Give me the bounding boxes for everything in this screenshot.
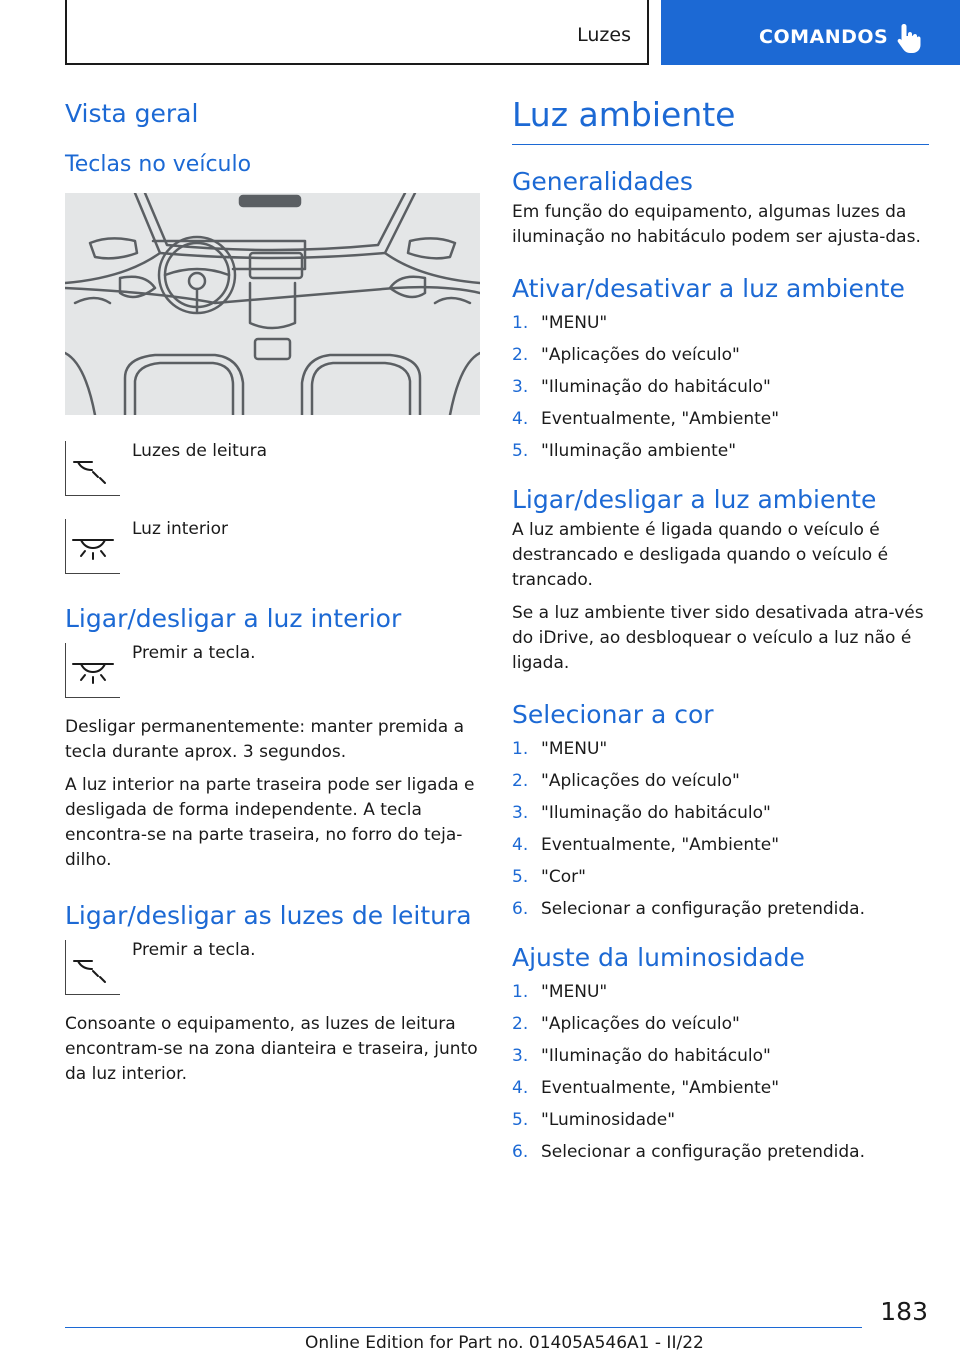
vehicle-keys-subtitle: Teclas no veículo	[65, 152, 252, 177]
left-column	[65, 95, 480, 1087]
list-item: 5. "Cor"	[512, 867, 586, 887]
pointing-hand-icon	[895, 22, 923, 54]
list-item: 5. "Iluminação ambiente"	[512, 441, 737, 461]
list-item: 1. "MENU"	[512, 982, 608, 1002]
interior-light-paragraph-2: A luz interior na parte traseira pode ser ligada e desligada de forma independente. A tecla encontra-se na parte traseira, no forro do teja-dilho.	[65, 775, 475, 870]
activate-section-title: Ativar/desativar a luz ambiente	[512, 274, 905, 303]
list-item: 4. Eventualmente, "Ambiente"	[512, 835, 780, 855]
interior-light-key[interactable]	[65, 519, 120, 574]
list-item: 5. "Luminosidade"	[512, 1110, 676, 1130]
list-item: 1. "MENU"	[512, 313, 608, 333]
reading-lights-section-title: Ligar/desligar as luzes de leitura	[65, 901, 472, 930]
onoff-section-title: Ligar/desligar a luz ambiente	[512, 485, 877, 514]
list-item: 3. "Iluminação do habitáculo"	[512, 1046, 771, 1066]
interior-light-paragraph-1: Desligar permanentemente: manter premida a tecla durante aprox. 3 segundos.	[65, 717, 465, 762]
footer-edition-text: Online Edition for Part no. 01405A546A1 - II/22	[305, 1333, 704, 1353]
reading-light-key[interactable]	[65, 441, 120, 496]
interior-light-press-text: Premir a tecla.	[132, 643, 256, 663]
interior-light-key-2[interactable]	[65, 643, 120, 698]
list-item: 3. "Iluminação do habitáculo"	[512, 803, 771, 823]
list-item: 4. Eventualmente, "Ambiente"	[512, 409, 780, 429]
header-section-title: Luzes	[577, 24, 631, 46]
overview-title: Vista geral	[65, 99, 199, 128]
list-item: 3. "Iluminação do habitáculo"	[512, 377, 771, 397]
footer-divider	[65, 1327, 862, 1328]
onoff-paragraph-1: A luz ambiente é ligada quando o veículo é destrancado e desligada quando o veículo é trancado.	[512, 520, 889, 590]
reading-light-icon	[72, 955, 114, 985]
reading-light-icon	[72, 456, 114, 486]
general-paragraph: Em função do equipamento, algumas luzes da iluminação no habitáculo podem ser ajusta-das.	[512, 202, 921, 247]
color-steps-list	[512, 733, 929, 925]
onoff-paragraph-2: Se a luz ambiente tiver sido desativada atra-vés do iDrive, ao desbloquear o veículo a luz não é ligada.	[512, 603, 924, 673]
dashboard-interior-illustration	[65, 193, 480, 415]
activate-steps-list	[512, 307, 929, 467]
right-column	[512, 95, 929, 1168]
reading-lights-label: Luzes de leitura	[132, 441, 267, 461]
interior-light-icon	[71, 534, 115, 564]
header-section-box	[65, 0, 649, 65]
interior-light-press-row	[65, 643, 480, 698]
reading-lights-press-text: Premir a tecla.	[132, 940, 256, 960]
ambient-light-title: Luz ambiente	[512, 95, 929, 145]
color-section-title: Selecionar a cor	[512, 700, 714, 729]
reading-lights-press-row	[65, 940, 480, 995]
reading-lights-paragraph: Consoante o equipamento, as luzes de leitura encontram-se na zona dianteira e traseira, junto da luz interior.	[65, 1014, 478, 1084]
list-item: 6. Selecionar a configuração pretendida.	[512, 1142, 865, 1162]
header-chapter-title: COMANDOS	[759, 26, 889, 48]
list-item: 6. Selecionar a configuração pretendida.	[512, 899, 865, 919]
list-item: 2. "Aplicações do veículo"	[512, 345, 740, 365]
brightness-steps-list	[512, 976, 929, 1168]
list-item: 2. "Aplicações do veículo"	[512, 771, 740, 791]
general-section-title: Generalidades	[512, 167, 693, 196]
interior-light-section-title: Ligar/desligar a luz interior	[65, 604, 402, 633]
interior-light-key-row	[65, 519, 480, 574]
list-item: 4. Eventualmente, "Ambiente"	[512, 1078, 780, 1098]
header-chapter-tab	[661, 0, 960, 65]
reading-light-key-2[interactable]	[65, 940, 120, 995]
brightness-section-title: Ajuste da luminosidade	[512, 943, 805, 972]
reading-lights-key-row	[65, 441, 480, 496]
list-item: 1. "MENU"	[512, 739, 608, 759]
list-item: 2. "Aplicações do veículo"	[512, 1014, 740, 1034]
page-number: 183	[880, 1297, 928, 1326]
interior-light-label: Luz interior	[132, 519, 228, 539]
interior-light-icon	[71, 658, 115, 688]
